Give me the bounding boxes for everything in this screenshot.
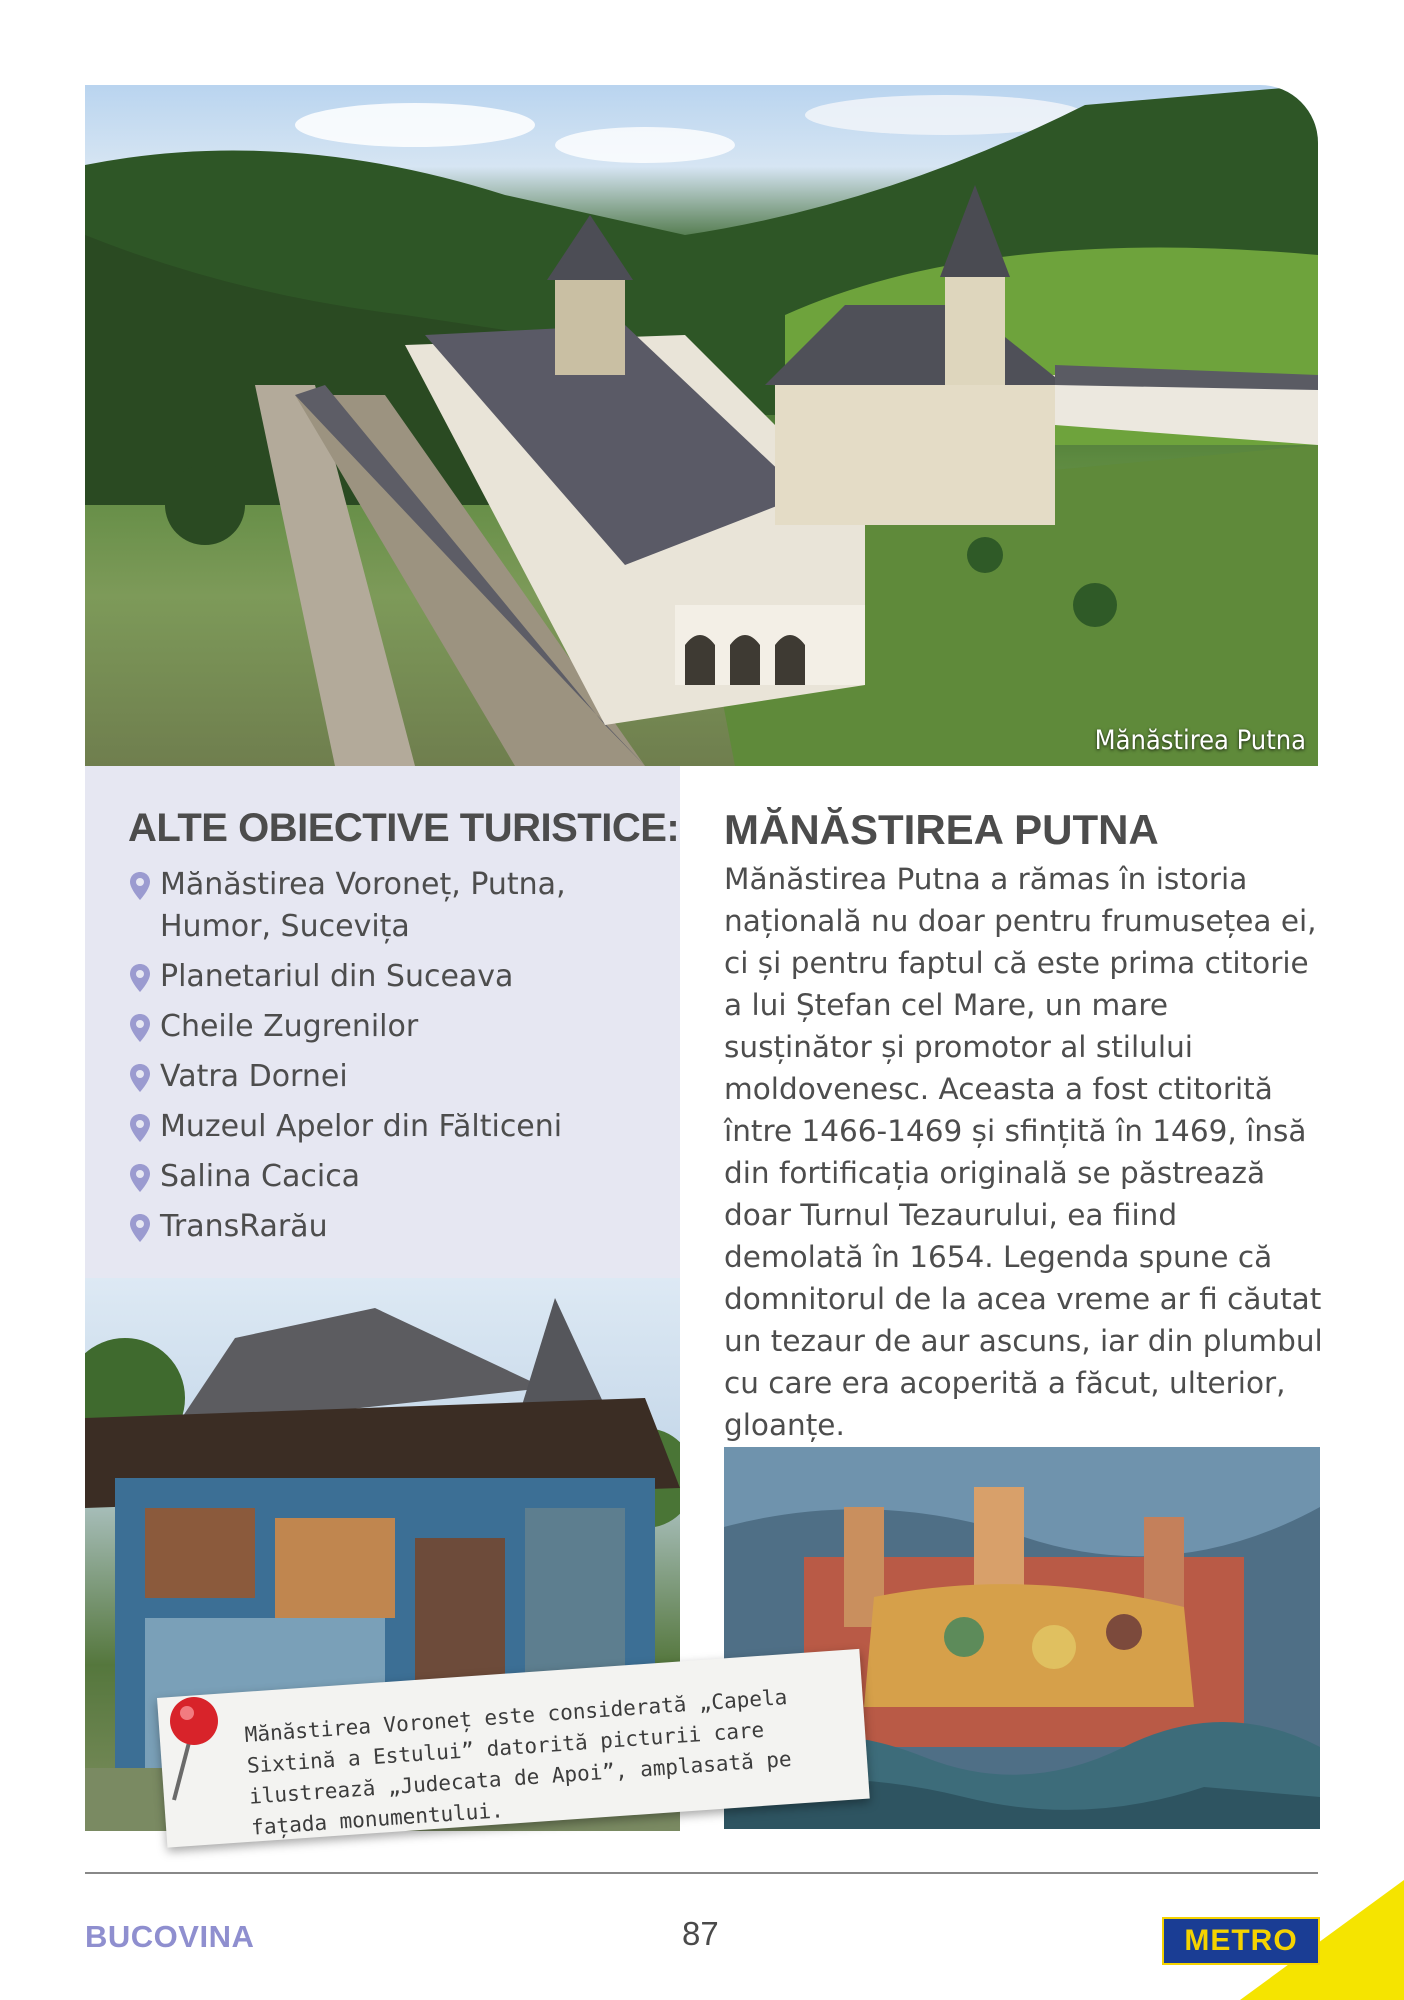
- attraction-label: Salina Cacica: [160, 1159, 361, 1194]
- location-pin-icon: [128, 1063, 152, 1093]
- location-pin-icon: [128, 963, 152, 993]
- location-pin-icon: [128, 1163, 152, 1193]
- location-pin-icon: [128, 1013, 152, 1043]
- page-number: 87: [682, 1915, 719, 1952]
- metro-logo: METRO: [1162, 1917, 1320, 1965]
- list-item: [128, 864, 566, 948]
- attraction-label: Vatra Dornei: [160, 1059, 348, 1094]
- region-label: BUCOVINA: [85, 1919, 255, 1954]
- hero-caption: Mănăstirea Putna: [1094, 725, 1306, 756]
- attraction-label: TransRarău: [160, 1209, 328, 1244]
- location-pin-icon: [128, 871, 152, 901]
- panel-heading: ALTE OBIECTIVE TURISTICE:: [128, 806, 680, 850]
- pushpin-icon: [162, 1695, 222, 1805]
- list-item: [128, 1006, 566, 1048]
- attraction-label: Cheile Zugrenilor: [160, 1009, 419, 1044]
- location-pin-icon: [128, 1113, 152, 1143]
- attraction-label: Muzeul Apelor din Fălticeni: [160, 1109, 563, 1144]
- hero-photo-putna: [85, 85, 1318, 766]
- article-title: MĂNĂSTIREA PUTNA: [724, 806, 1159, 853]
- list-item: [128, 1056, 566, 1098]
- article-body: Mănăstirea Putna a rămas în istoria națională nu doar pentru frumusețea ei, ci și pentru faptul că este prima ctitorie a lui Ștefan cel Mare, un mare susținător și promotor al stilului moldovenesc. Aceasta a fost ctitorită între 1466-1469 și sfințită în 1469, însă din fortificația originală se păstrează doar Turnul Tezaurului, ea fiind demolată în 1654. Legenda spune că domnitorul de la acea vreme ar fi căutat un tezaur de aur ascuns, iar din plumbul cu care era acoperită a făcut, ulterior, gloanțe.: [724, 862, 1323, 1442]
- note-text: Mănăstirea Voroneț este considerată „Capela Sixtină a Estului” datorită picturii care ilustrează „Judecata de Apoi”, amplasată pe fațada monumentului.: [243, 1685, 793, 1840]
- list-item: [128, 1106, 566, 1148]
- footer-divider: [85, 1872, 1318, 1874]
- location-pin-icon: [128, 1213, 152, 1243]
- attraction-label: Mănăstirea Voroneț, Putna, Humor, Sucevița: [160, 867, 566, 944]
- list-item: [128, 1206, 566, 1248]
- other-attractions-panel: [85, 766, 680, 1278]
- attraction-label: Planetariul din Suceava: [160, 959, 514, 994]
- list-item: [128, 956, 566, 998]
- monastery-illustration: [85, 85, 1318, 766]
- attractions-list: [128, 864, 566, 1256]
- list-item: [128, 1156, 566, 1198]
